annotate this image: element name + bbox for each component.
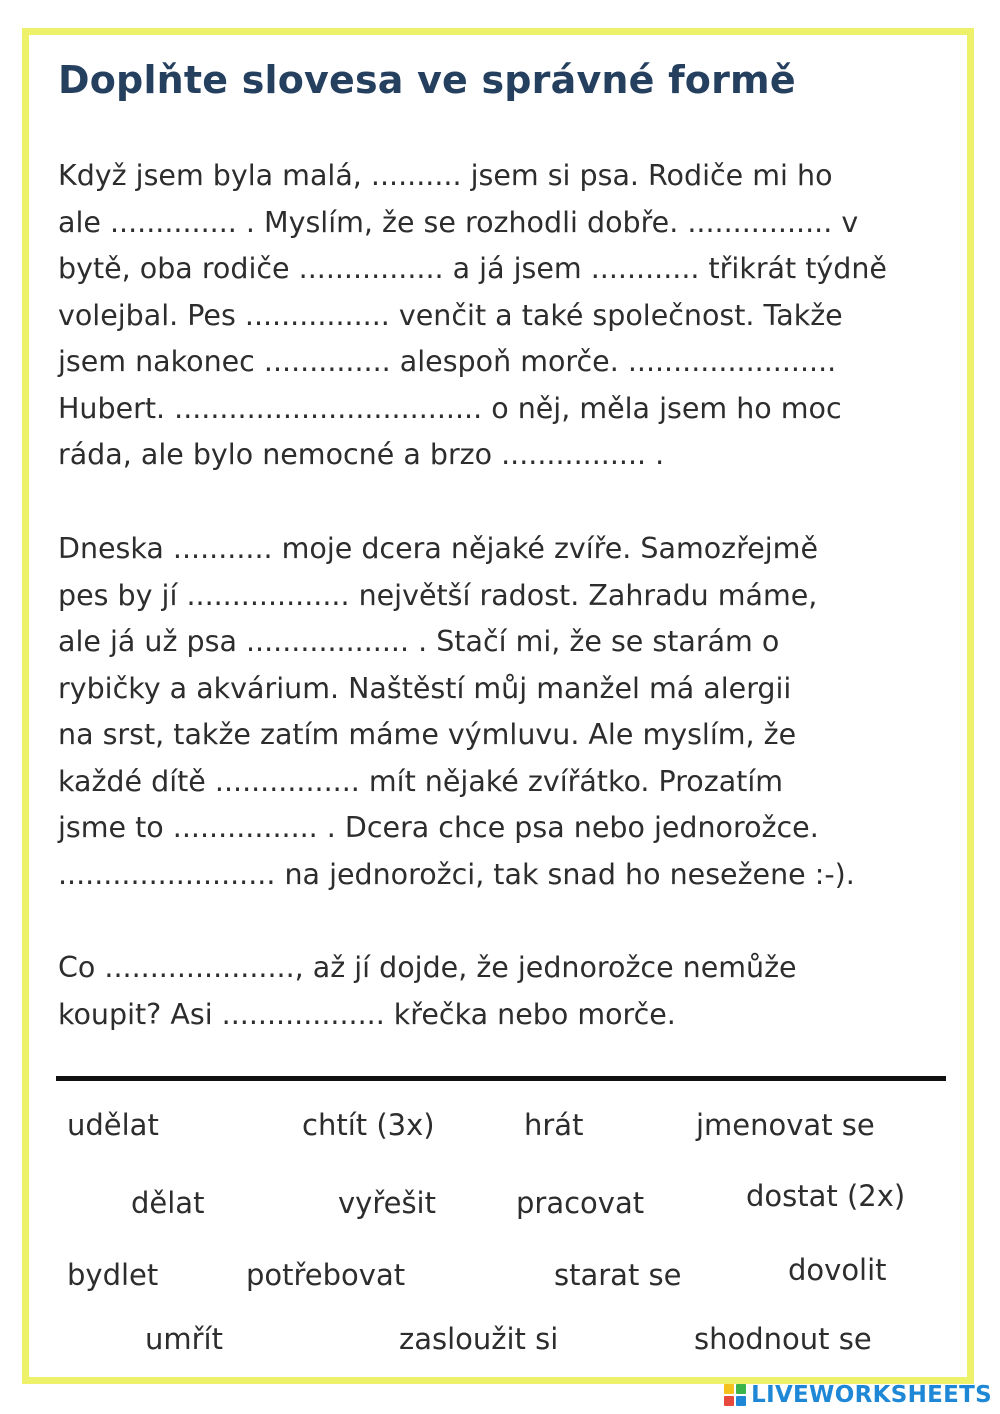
- text-line: pes by jí .................. největší radost. Zahradu máme,: [58, 578, 818, 612]
- word-bank-item: starat se: [554, 1258, 682, 1292]
- section-divider: [56, 1076, 946, 1081]
- text-line: ráda, ale bylo nemocné a brzo ................ .: [58, 438, 665, 471]
- text-line: ale já už psa .................. . Stačí mi, že se starám o: [58, 625, 780, 658]
- word-bank-item: chtít (3x): [302, 1108, 435, 1142]
- word-bank-item: zasloužit si: [399, 1322, 559, 1356]
- text-line: rybičky a akvárium. Naštěstí můj manžel má alergii: [58, 671, 792, 705]
- text-line: volejbal. Pes ................ venčit a také společnost. Takže: [58, 298, 843, 332]
- word-bank-item: shodnout se: [694, 1322, 872, 1356]
- word-bank-item: bydlet: [67, 1258, 159, 1292]
- text-line: ale .............. . Myslím, že se rozhodli dobře. ................ v: [58, 205, 859, 239]
- logo-text: LIVEWORKSHEETS: [751, 1382, 992, 1408]
- word-bank-item: potřebovat: [246, 1258, 406, 1292]
- text-line: bytě, oba rodiče ................ a já jsem ............ třikrát týdně: [58, 252, 887, 285]
- text-line: Co ....................., až jí dojde, že jednorožce nemůže: [58, 951, 797, 984]
- text-line: jsem nakonec .............. alespoň morče. .......................: [58, 345, 837, 378]
- text-line: Hubert. .................................. o něj, měla jsem ho moc: [58, 391, 842, 425]
- word-bank-item: jmenovat se: [696, 1108, 875, 1142]
- logo-blocks-icon: [724, 1384, 746, 1406]
- page-title: Doplňte slovesa ve správné formě: [58, 58, 796, 102]
- text-line: Když jsem byla malá, .......... jsem si psa. Rodiče mi ho: [58, 159, 833, 192]
- word-bank-item: pracovat: [516, 1186, 645, 1220]
- word-bank-item: dostat (2x): [746, 1179, 906, 1213]
- text-line: ........................ na jednorožci, tak snad ho nesežene :-).: [58, 857, 855, 891]
- paragraph-1: [58, 153, 887, 479]
- liveworksheets-logo[interactable]: [724, 1382, 992, 1408]
- word-bank-item: umřít: [145, 1322, 223, 1356]
- text-line: Dneska ........... moje dcera nějaké zvíře. Samozřejmě: [58, 532, 818, 565]
- word-bank-item: dovolit: [788, 1253, 887, 1287]
- paragraph-3: [58, 945, 797, 1038]
- word-bank-item: dělat: [131, 1186, 205, 1220]
- text-line: koupit? Asi .................. křečka nebo morče.: [58, 997, 676, 1031]
- text-line: na srst, takže zatím máme výmluvu. Ale myslím, že: [58, 718, 797, 751]
- word-bank-item: udělat: [67, 1108, 159, 1142]
- paragraph-2: [58, 526, 855, 898]
- word-bank-item: hrát: [524, 1108, 584, 1142]
- word-bank-item: vyřešit: [338, 1186, 436, 1220]
- text-line: každé dítě ................ mít nějaké zvířátko. Prozatím: [58, 764, 784, 798]
- text-line: jsme to ................ . Dcera chce psa nebo jednorožce.: [58, 811, 819, 844]
